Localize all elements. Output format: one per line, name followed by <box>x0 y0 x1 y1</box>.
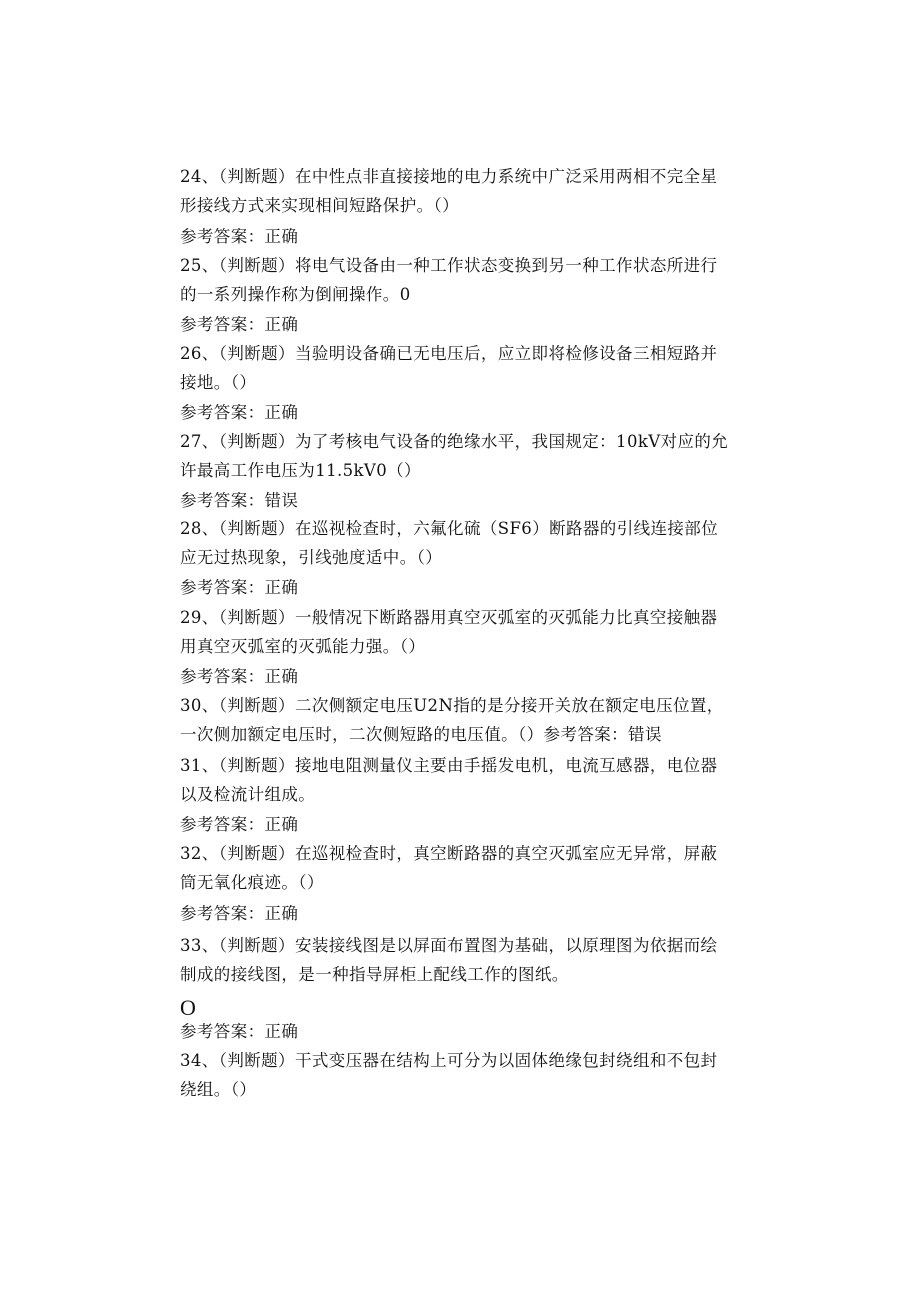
question-32-answer: 参考答案：正确 <box>180 904 299 923</box>
question-33-line-2: 制成的接线图，是一种指导屏柜上配线工作的图纸。 <box>180 965 569 984</box>
question-27-line-1: 27、（判断题）为了考核电气设备的绝缘水平，我国规定：10kV对应的允 <box>180 432 729 451</box>
question-33-stray-mark: O <box>180 995 196 1020</box>
question-29-line-1: 29、（判断题）一般情况下断路器用真空灭弧室的灭弧能力比真空接触器 <box>180 608 718 627</box>
question-29-answer: 参考答案：正确 <box>180 667 299 686</box>
question-32-line-1: 32、（判断题）在巡视检查时，真空断路器的真空灭弧室应无异常，屏蔽 <box>180 844 718 863</box>
question-28-line-2: 应无过热现象，引线弛度适中。（） <box>180 548 443 567</box>
question-33-line-1: 33、（判断题）安装接线图是以屏面布置图为基础，以原理图为依据而绘 <box>180 936 718 955</box>
question-24-line-2: 形接线方式来实现相间短路保护。（） <box>180 196 460 215</box>
question-28-line-1: 28、（判断题）在巡视检查时，六氟化硫（SF6）断路器的引线连接部位 <box>180 519 719 538</box>
question-29-line-2: 用真空灭弧室的灭弧能力强。（） <box>180 637 426 656</box>
question-26-line-1: 26、（判断题）当验明设备确已无电压后，应立即将检修设备三相短路并 <box>180 344 718 363</box>
question-24-line-1: 24、（判断题）在中性点非直接接地的电力系统中广泛采用两相不完全星 <box>180 167 718 186</box>
question-24-answer: 参考答案：正确 <box>180 227 299 246</box>
question-26-line-2: 接地。（） <box>180 373 257 392</box>
question-31-line-2: 以及检流计组成。 <box>180 785 316 804</box>
question-27-answer: 参考答案：错误 <box>180 491 299 510</box>
question-33-answer: 参考答案：正确 <box>180 1022 299 1041</box>
question-27-line-2: 许最高工作电压为11.5kV0（） <box>180 461 421 480</box>
question-25-line-1: 25、（判断题）将电气设备由一种工作状态变换到另一种工作状态所进行 <box>180 256 718 275</box>
question-31-answer: 参考答案：正确 <box>180 815 299 834</box>
question-28-answer: 参考答案：正确 <box>180 578 299 597</box>
question-25-line-2: 的一系列操作称为倒闸操作。0 <box>180 285 411 304</box>
question-26-answer: 参考答案：正确 <box>180 403 299 422</box>
question-31-line-1: 31、（判断题）接地电阻测量仪主要由手摇发电机，电流互感器，电位器 <box>180 756 718 775</box>
question-34-line-2: 绕组。（） <box>180 1080 257 1099</box>
question-32-line-2: 筒无氧化痕迹。（） <box>180 873 324 892</box>
question-25-answer: 参考答案：正确 <box>180 315 299 334</box>
question-30-line-1: 30、（判断题）二次侧额定电压U2N指的是分接开关放在额定电压位置， <box>180 696 724 715</box>
question-34-line-1: 34、（判断题）干式变压器在结构上可分为以固体绝缘包封绕组和不包封 <box>180 1051 718 1070</box>
question-30-line-2: 一次侧加额定电压时，二次侧短路的电压值。（）参考答案：错误 <box>180 725 662 744</box>
